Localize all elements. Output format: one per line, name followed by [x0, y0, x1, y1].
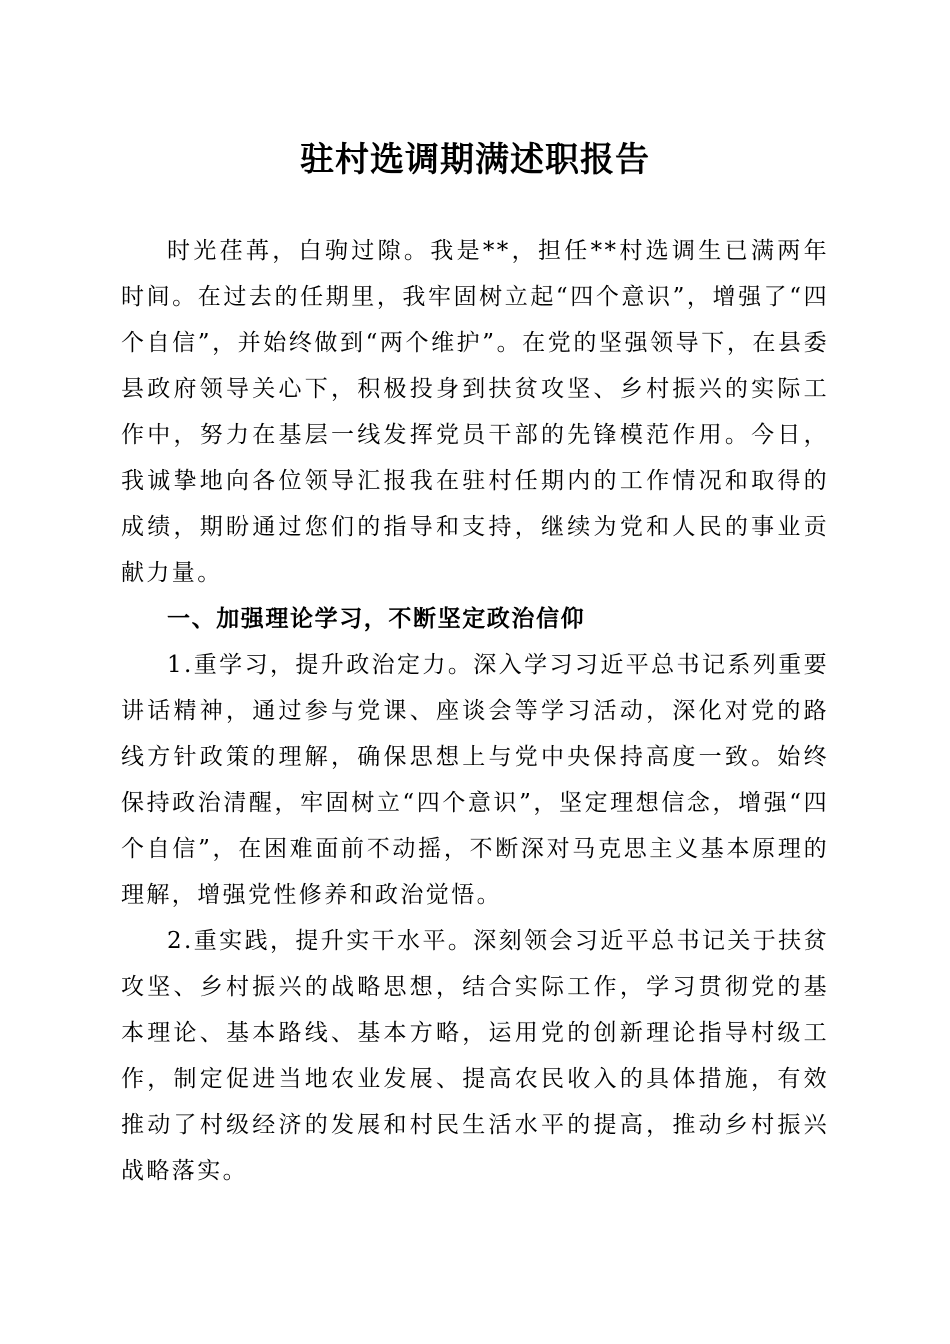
section-item-paragraph: 2.重实践，提升实干水平。深刻领会习近平总书记关于扶贫攻坚、乡村振兴的战略思想，结合实际工作，学习贯彻党的基本理论、基本路线、基本方略，运用党的创新理论指导村级工作，制定促进当地农业发展、提高农民收入的具体措施，有效推动了村级经济的发展和村民生活水平的提高，推动乡村振兴战略落实。: [121, 928, 829, 1184]
section-item-paragraph: 1.重学习，提升政治定力。深入学习习近平总书记系列重要讲话精神，通过参与党课、座谈会等学习活动，深化对党的路线方针政策的理解，确保思想上与党中央保持高度一致。始终保持政治清醒，牢固树立“四个意识”，坚定理想信念，增强“四个自信”，在困难面前不动摇，不断深对马克思主义基本原理的理解，增强党性修养和政治觉悟。: [121, 652, 829, 908]
section-heading: 一、加强理论学习，不断坚定政治信仰: [167, 606, 586, 632]
document-body: [121, 228, 829, 1194]
intro-paragraph: 时光荏苒，白驹过隙。我是**，担任**村选调生已满两年时间。在过去的任期里，我牢固树立起“四个意识”，增强了“四个自信”，并始终做到“两个维护”。在党的坚强领导下，在县委县政府领导关心下，积极投身到扶贫攻坚、乡村振兴的实际工作中，努力在基层一线发挥党员干部的先锋模范作用。今日，我诚挚地向各位领导汇报我在驻村任期内的工作情况和取得的成绩，期盼通过您们的指导和支持，继续为党和人民的事业贡献力量。: [121, 238, 829, 586]
document-title: 驻村选调期满述职报告: [300, 140, 650, 180]
